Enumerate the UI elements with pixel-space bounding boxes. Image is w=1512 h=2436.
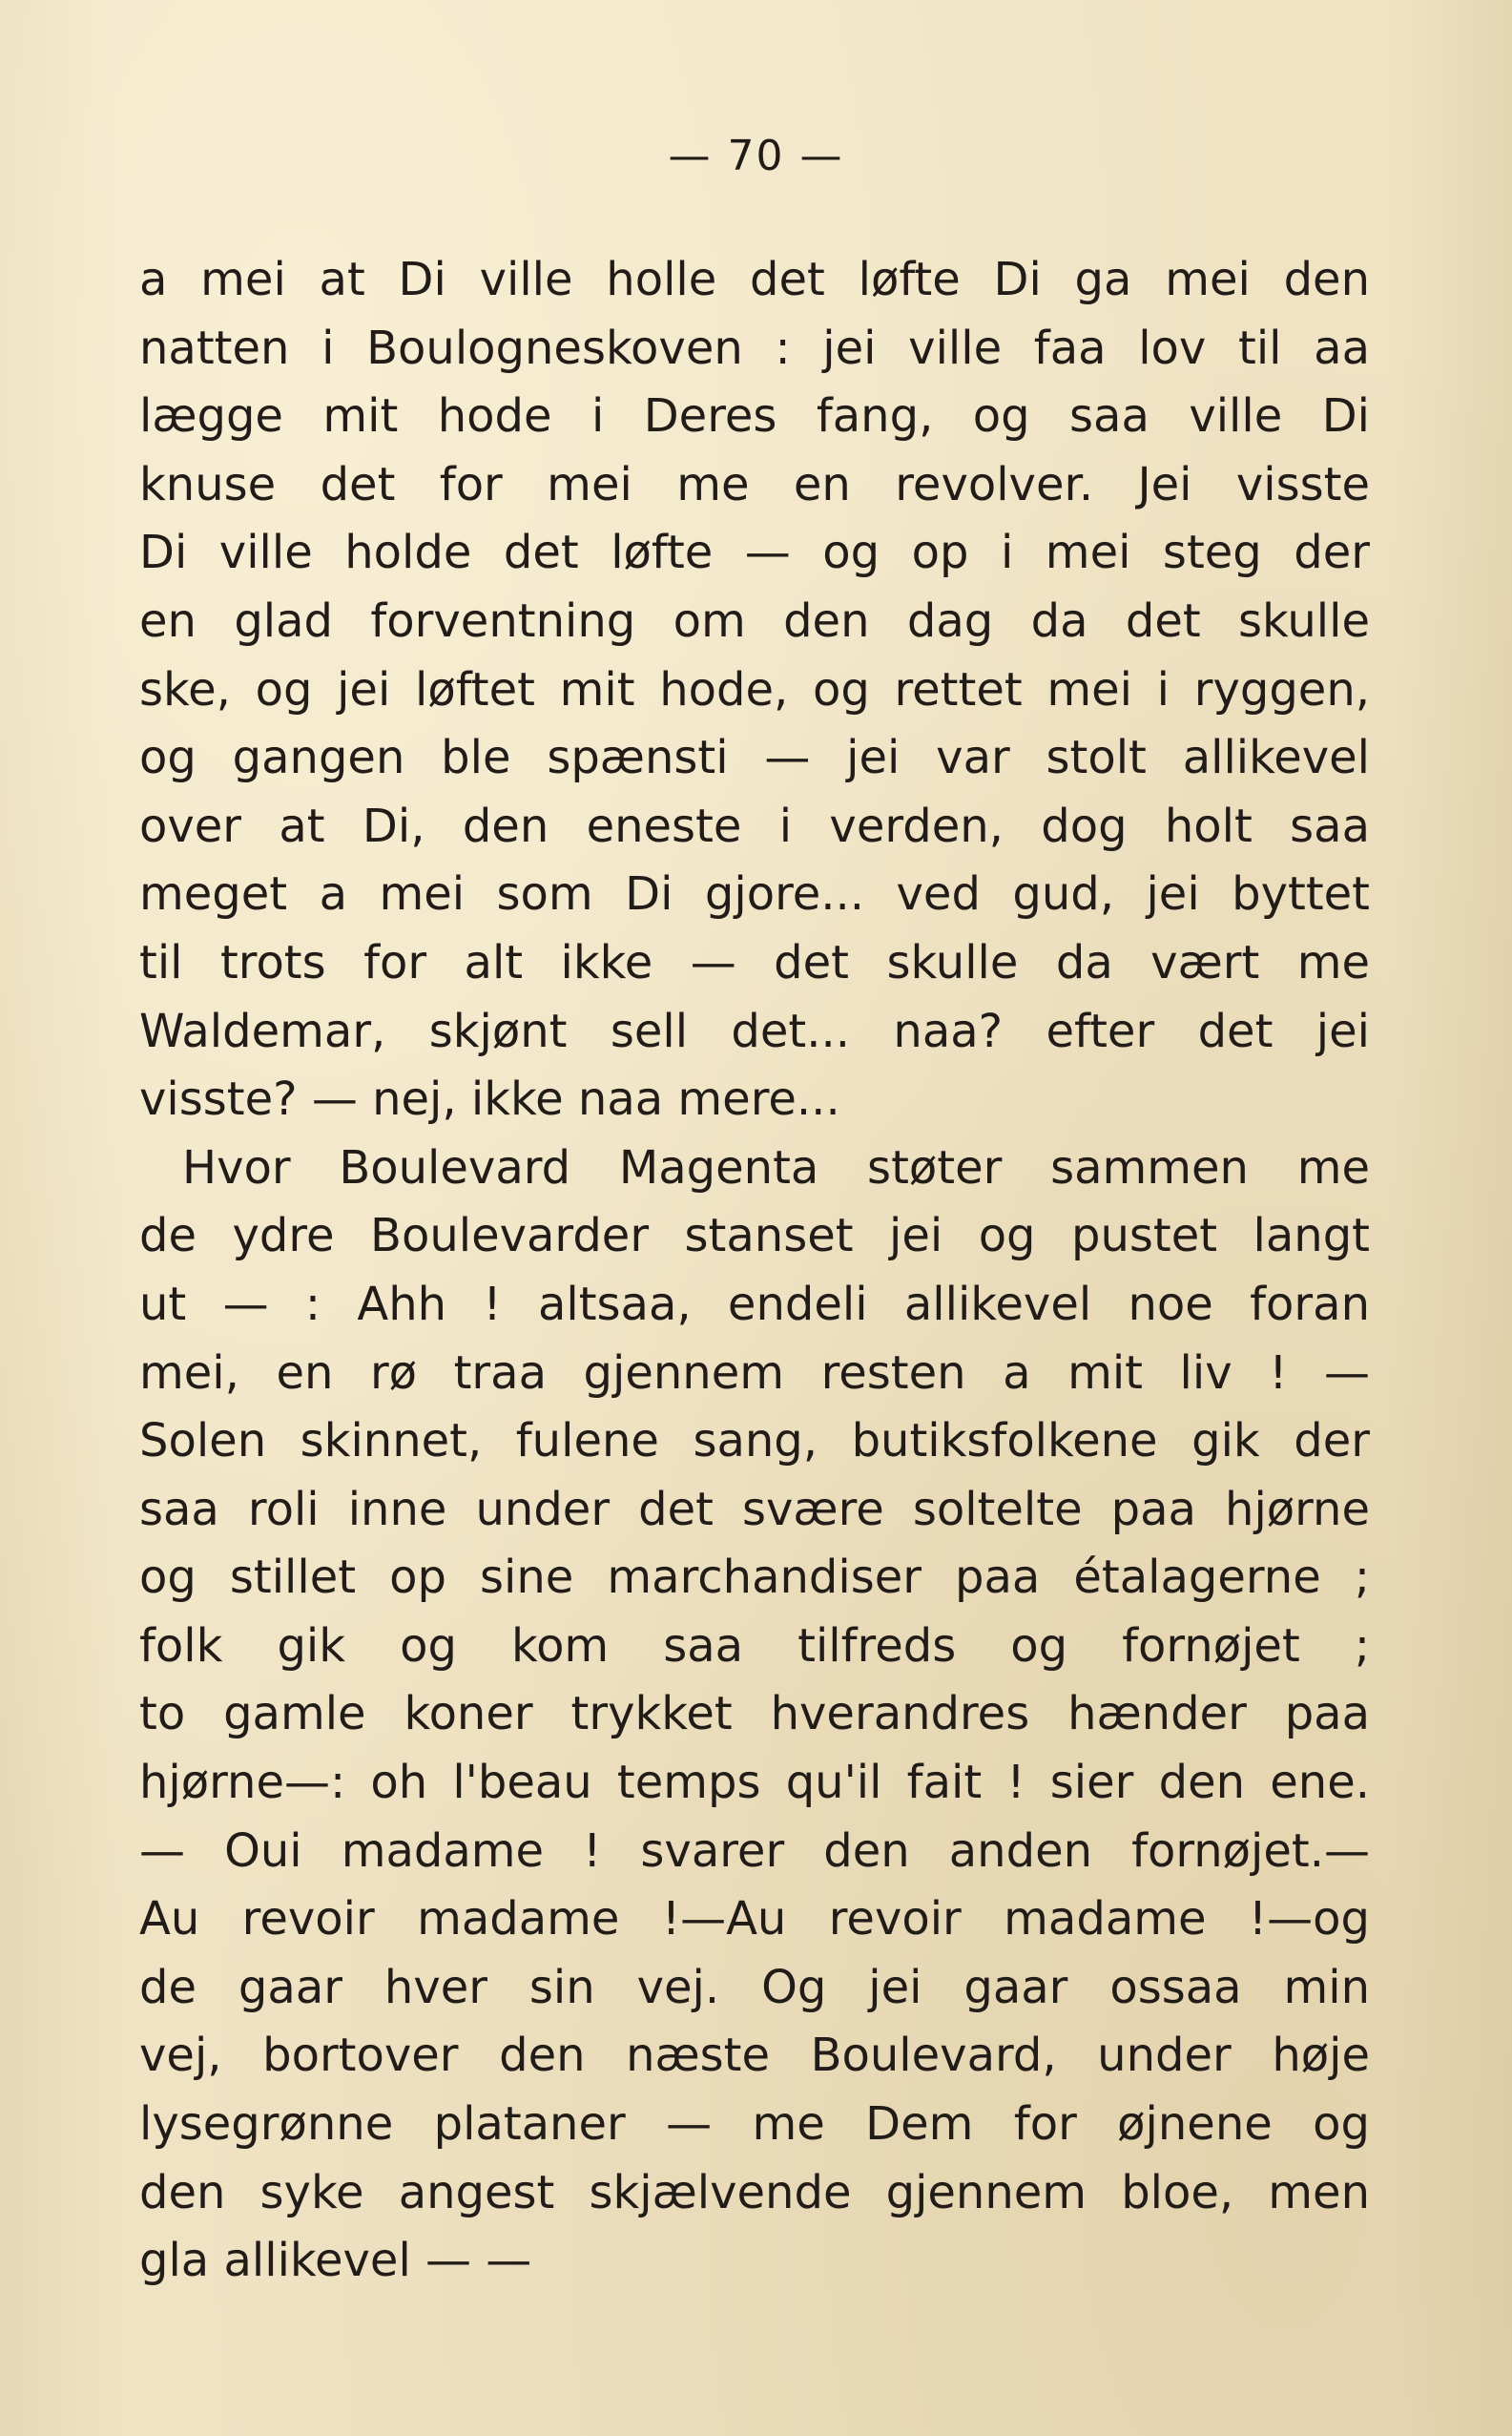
text-line: Hvor Boulevard Magenta støter sammen me: [182, 1140, 1370, 1195]
text-line: Au revoir madame !—Au revoir madame !—og: [139, 1892, 1370, 1947]
text-line: meget a mei som Di gjore... ved gud, jei byttet: [139, 867, 1370, 922]
text-line: vej, bortover den næste Boulevard, under høje: [139, 2029, 1370, 2083]
text-line: og gangen ble spænsti — jei var stolt allikevel: [139, 731, 1370, 785]
text-line: natten i Boulogneskoven : jei ville faa lov til aa: [139, 321, 1370, 375]
text-line: mei, en rø traa gjennem resten a mit liv ! —: [139, 1345, 1370, 1400]
text-line: en glad forventning om den dag da det skulle: [139, 593, 1370, 648]
text-line: over at Di, den eneste i verden, dog holt saa: [139, 799, 1370, 853]
text-line: lysegrønne plataner — me Dem for øjnene og: [139, 2097, 1370, 2152]
page-number: — 70 —: [668, 132, 844, 180]
text-line: Di ville holde det løfte — og op i mei steg der: [139, 526, 1370, 580]
text-line: — Oui madame ! svarer den anden fornøjet.—: [139, 1823, 1370, 1878]
text-line: Solen skinnet, fulene sang, butiksfolkene gik der: [139, 1414, 1370, 1468]
text-line: de gaar hver sin vej. Og jei gaar ossaa min: [139, 1960, 1370, 2014]
body-text: [139, 246, 1370, 2296]
text-line: den syke angest skjælvende gjennem bloe, men: [139, 2165, 1370, 2219]
text-line: visste? — nej, ikke naa mere...: [139, 1072, 840, 1127]
text-line: de ydre Boulevarder stanset jei og pustet langt: [139, 1209, 1370, 1263]
text-line: lægge mit hode i Deres fang, og saa ville Di: [139, 389, 1370, 444]
text-line: ut — : Ahh ! altsaa, endeli allikevel noe foran: [139, 1277, 1370, 1331]
text-line: og stillet op sine marchandiser paa étalagerne ;: [139, 1551, 1370, 1605]
text-line: saa roli inne under det svære soltelte paa hjørne: [139, 1482, 1370, 1536]
text-line: to gamle koner trykket hverandres hænder paa: [139, 1687, 1370, 1741]
text-line: a mei at Di ville holle det løfte Di ga mei den: [139, 253, 1370, 306]
text-line: knuse det for mei me en revolver. Jei visste: [139, 457, 1370, 511]
text-line: hjørne—: oh l'beau temps qu'il fait ! sier den ene.: [139, 1756, 1370, 1810]
text-line: folk gik og kom saa tilfreds og fornøjet ;: [139, 1618, 1370, 1673]
text-line: ske, og jei løftet mit hode, og rettet mei i ryggen,: [139, 662, 1370, 717]
text-line: gla allikevel — —: [139, 2234, 532, 2288]
text-line: Waldemar, skjønt sell det... naa? efter det jei: [139, 1004, 1370, 1058]
text-line: til trots for alt ikke — det skulle da vært me: [139, 935, 1370, 989]
